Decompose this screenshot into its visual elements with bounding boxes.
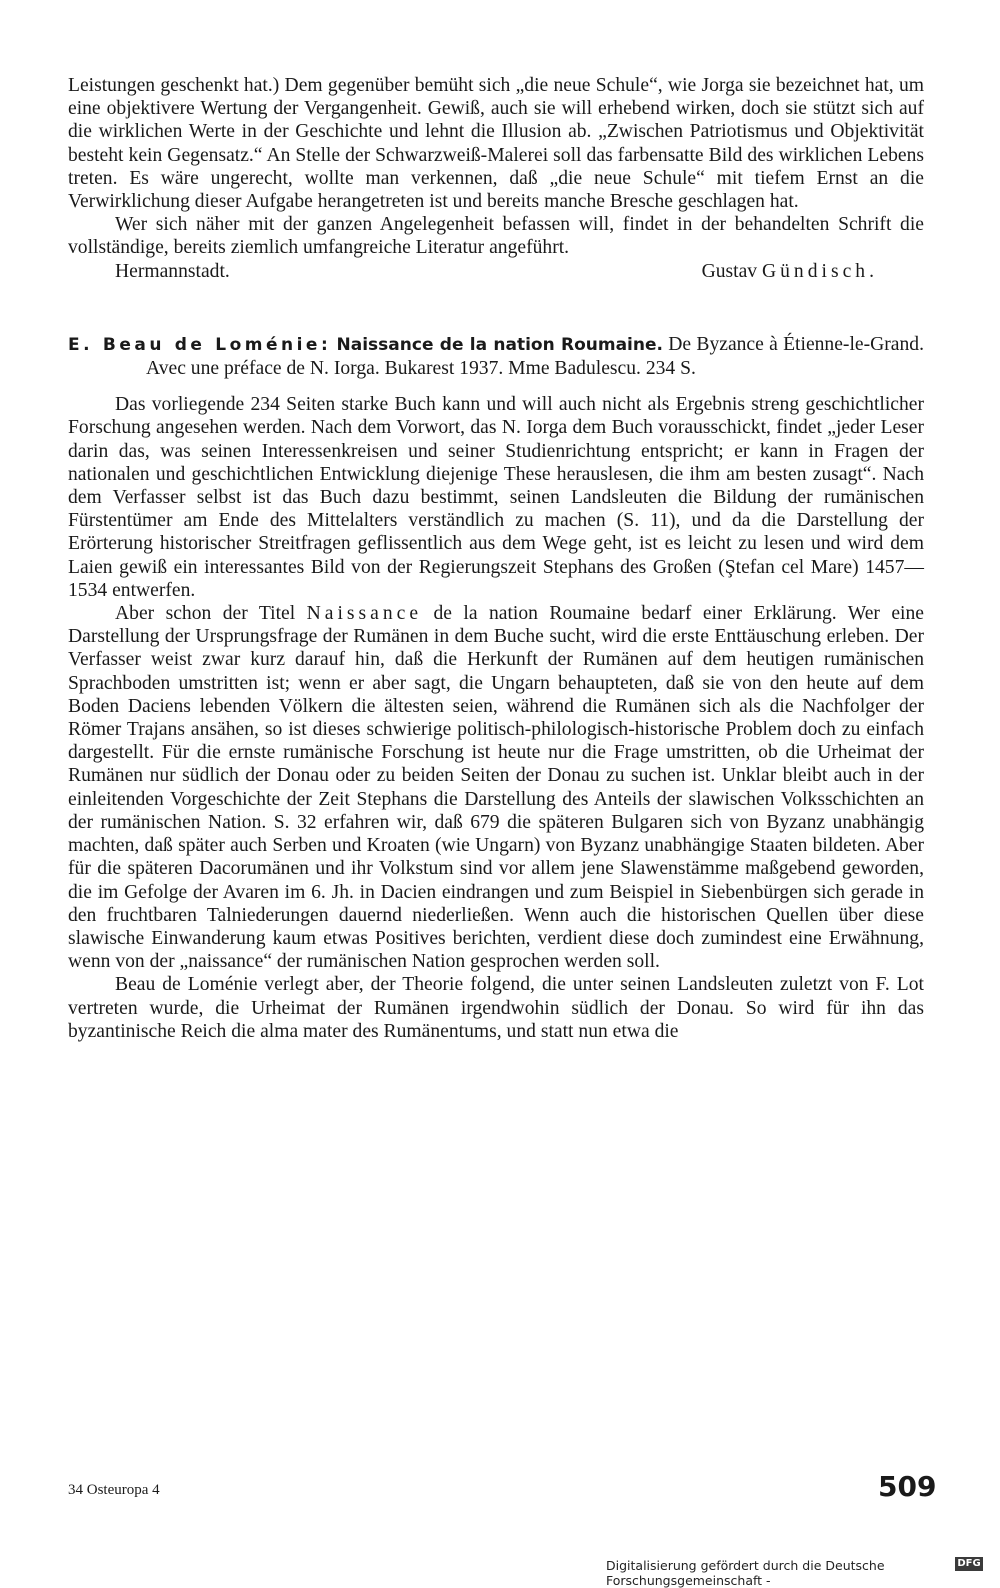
reviewer-first-name: Gustav — [701, 260, 758, 282]
digitization-note: Digitalisierung gefördert durch die Deutsche Forschungsgemeinschaft - — [606, 1558, 885, 1588]
review-entry — [68, 333, 924, 1043]
review-place: Hermannstadt. — [115, 260, 230, 282]
page-body — [68, 74, 924, 1043]
review-paragraph-3: Beau de Loménie verlegt aber, der Theorie folgend, die unter seinen Landsleuten zuletzt von F. Lot vertreten wurde, die Urheimat der Rumänen irgendwohin südlich der Donau. So wird für ihn das byzantinische Reich die alma mater des Rumänentums, und statt nun etwa die — [68, 974, 924, 1042]
p2-lead: Aber schon der Titel — [115, 603, 296, 625]
reviewer-name — [702, 260, 878, 283]
book-author: E. Beau de Loménie: — [68, 334, 332, 355]
review-paragraph-1: Das vorliegende 234 Seiten starke Buch kann und will auch nicht als Ergebnis streng geschichtlicher Forschung angesehen werden. Nach dem Vorwort, das N. Iorga dem Buch vorausschickt, findet „jeder Leser darin das, was seinen Interessenkreisen und seiner Studienrichtung entspricht; er kann in Fragen der nationalen und geschichtlichen Entwicklung diejenige These herauslesen, die ihm am besten zusagt“. Nach dem Verfasser selbst ist das Buch dazu bestimmt, seinen Landsleuten die Bildung der rumänischen Fürstentümer am Ende des Mittelalters verständlich zu machen (S. 11), und da die Darstellung der Erörterung historischer Streitfragen geflissentlich aus dem Wege geht, ist es leicht zu lesen und wird dem Laien gewiß ein interessantes Bild von der Regierungszeit Stephans des Großen (Ştefan cel Mare) 1457—1534 entwerfen. — [68, 394, 924, 601]
dfg-logo: DFG — [955, 1557, 983, 1571]
prev-review-signature — [68, 260, 924, 283]
review-paragraph-2 — [68, 602, 924, 973]
book-title: Naissance de la nation Roumaine. — [336, 334, 663, 355]
signature-mark: 34 Osteuropa 4 — [68, 1482, 160, 1498]
reviewer-last-name: Gündisch. — [761, 260, 878, 282]
p2-rest: de la nation Roumaine bedarf einer Erklärung. Wer eine Darstellung der Ursprungsfrage der Rumänen in dem Buche sucht, wird die erste Enttäuschung erleben. Der Verfasser weist zwar kurz darauf hin, daß die Herkunft der Rumänen auf dem heutigen rumänischen Sprachboden umstritten ist; wenn er aber sagt, die Ungarn behaupteten, daß sie von den heute auf dem Boden Daciens lebenden Völkern die ältesten seien, während die Rumänen sich als die Nachfolger der Römer Trajans ansähen, so ist dieses schwierige politisch-philologisch-historische Problem doch zu einfach dargestellt. Für die ernste rumänische Forschung ist heute nur die Frage umstritten, ob die Urheimat der Rumänen nur südlich der Donau oder zu beiden Seiten der Donau zu suchen ist. Unklar bleibt auch in der einleitenden Vorgeschichte der Zeit Stephans die Darstellung des Anteils der slawischen Volksschichten an der rumänischen Nation. S. 32 erfahren wir, daß 679 die späteren Bulgaren sich von Byzanz unabhängig machten, daß später auch Serben und Kroaten (wie Ungarn) von Byzanz unabhängige Staaten bildeten. Aber für die späteren Dacorumänen und ihr Volkstum sind vor allem jene Slawenstämme maßgebend geworden, die im Gefolge der Avaren im 6. Jh. in Dacien eindrangen und zum Beispiel in Siebenbürgen sich gerade in den fruchtbaren Talniederungen dauernd niederließen. Wenn auch die historischen Quellen über diese slawische Einwanderung kaum etwas Positives berichten, verdient diese doch zumindest eine Erwähnung, wenn von der „naissance“ der rumänischen Nation gesprochen werden soll. — [68, 603, 924, 973]
prev-review-paragraph-2: Wer sich näher mit der ganzen Angelegenheit befassen will, findet in der behandelten Schrift die vollständige, bereits ziemlich umfangreiche Literatur angeführt. — [68, 214, 924, 259]
page-number: 509 — [878, 1470, 937, 1503]
prev-review-paragraph-1: Leistungen geschenkt hat.) Dem gegenüber bemüht sich „die neue Schule“, wie Jorga sie bezeichnet hat, um eine objektivere Wertung der Vergangenheit. Gewiß, auch sie will erhebend wirken, doch sie stützt sich auf die wirklichen Werte in der Geschichte und lehnt die Illusion ab. „Zwischen Patriotismus und Objektivität besteht kein Gegensatz.“ An Stelle der Schwarzweiß-Malerei soll das farbensatte Bild des wirklichen Lebens treten. Es wäre ungerecht, wollte man verkennen, daß „die neue Schule“ mit tiefem Ernst an die Verwirklichung dieser Aufgabe herangetreten ist und bereits manche Bresche geschlagen hat. — [68, 75, 924, 213]
book-details: De Byzance à Étienne-le-Grand. Avec une préface de N. Iorga. Bukarest 1937. Mme Badulescu. 234 S. — [146, 333, 924, 380]
p2-spaced-word: Naissance — [306, 603, 423, 625]
bibliographic-heading — [68, 333, 924, 380]
